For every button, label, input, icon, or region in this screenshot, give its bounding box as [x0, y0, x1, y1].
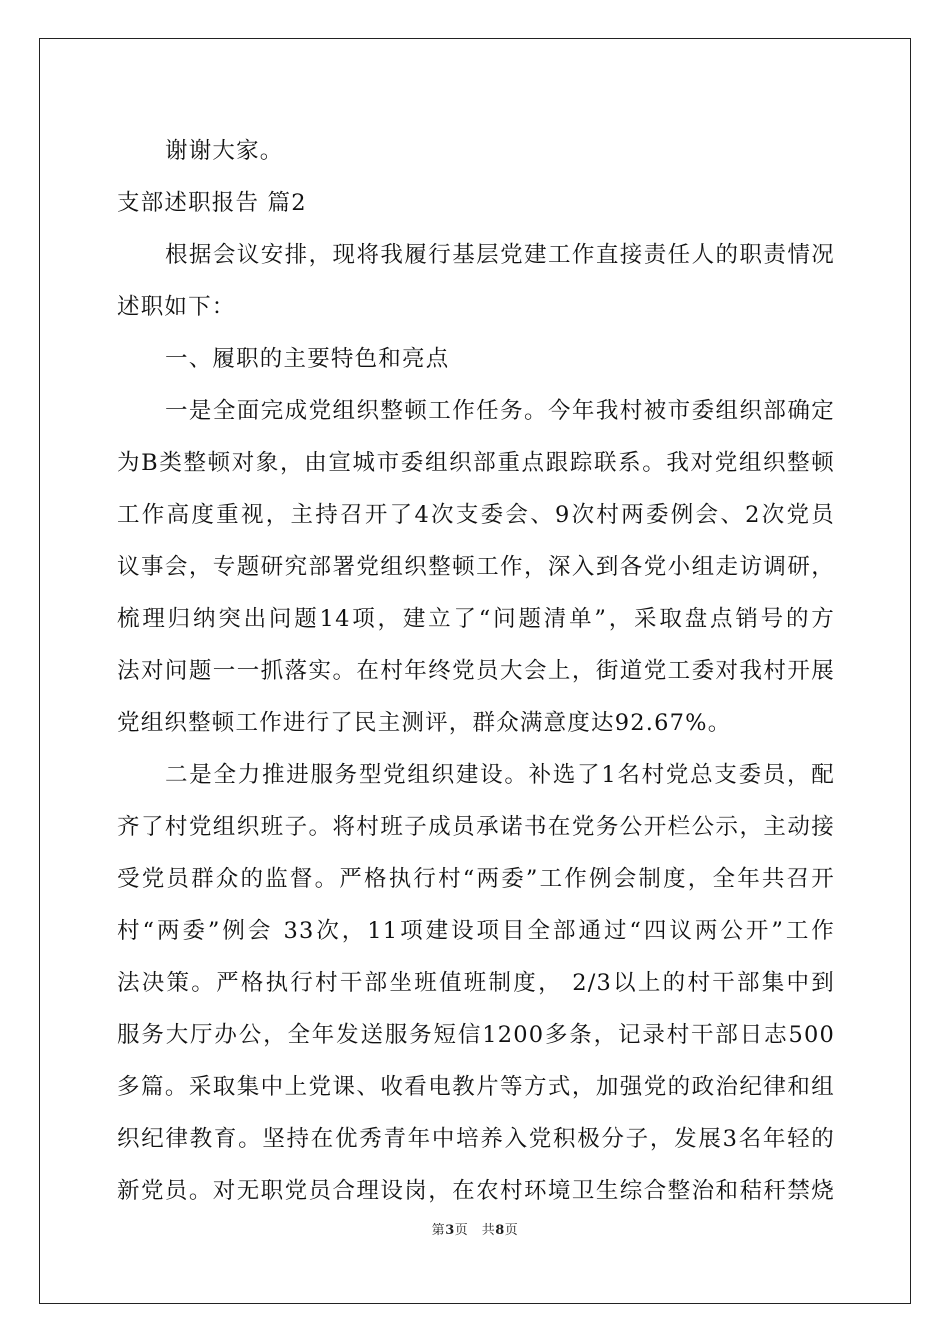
paragraph-line: 根据会议安排，现将我履行基层党建工作直接责任人的职责情况 [165, 242, 835, 268]
paragraph-line: 一是全面完成党组织整顿工作任务。今年我村被市委组织部确定 [165, 398, 835, 424]
page-footer [0, 1219, 950, 1238]
paragraph-line: 法对问题一一抓落实。在村年终党员大会上，街道党工委对我村开展 [117, 658, 835, 684]
document-body [117, 125, 835, 1217]
paragraph-line: 述职如下： [117, 294, 236, 320]
paragraph-line: 织纪律教育。坚持在优秀青年中培养入党积极分子，发展3名年轻的 [117, 1126, 835, 1152]
closing-line: 谢谢大家。 [165, 138, 284, 164]
current-page-number: 3 [445, 1223, 455, 1238]
section-heading: 支部述职报告 篇2 [117, 190, 307, 216]
paragraph-line: 法决策。严格执行村干部坐班值班制度， 2/3以上的村干部集中到 [117, 970, 835, 996]
paragraph-line: 工作高度重视，主持召开了4次支委会、9次村两委例会、2次党员 [117, 502, 835, 528]
paragraph-line: 服务大厅办公，全年发送服务短信1200多条，记录村干部日志500 [117, 1022, 835, 1048]
paragraph-line: 多篇。采取集中上党课、收看电教片等方式，加强党的政治纪律和组 [117, 1074, 835, 1100]
footer-mid: 页 共 [454, 1223, 496, 1238]
total-page-number: 8 [495, 1223, 505, 1238]
paragraph-line: 为B类整顿对象，由宣城市委组织部重点跟踪联系。我对党组织整顿 [117, 450, 835, 476]
paragraph-line: 二是全力推进服务型党组织建设。补选了1名村党总支委员，配 [165, 762, 835, 788]
paragraph-line: 村“两委”例会 33次，11项建设项目全部通过“四议两公开”工作 [117, 918, 835, 944]
subheading: 一、履职的主要特色和亮点 [165, 346, 450, 372]
paragraph-line: 新党员。对无职党员合理设岗，在农村环境卫生综合整治和秸秆禁烧 [117, 1178, 835, 1204]
paragraph-line: 议事会，专题研究部署党组织整顿工作，深入到各党小组走访调研， [117, 554, 835, 580]
paragraph-line: 齐了村党组织班子。将村班子成员承诺书在党务公开栏公示，主动接 [117, 814, 835, 840]
footer-suffix: 页 [504, 1223, 519, 1238]
footer-prefix: 第 [431, 1223, 446, 1238]
paragraph-line: 党组织整顿工作进行了民主测评，群众满意度达92.67%。 [117, 710, 732, 736]
paragraph-line: 受党员群众的监督。严格执行村“两委”工作例会制度，全年共召开 [117, 866, 835, 892]
paragraph-line: 梳理归纳突出问题14项，建立了“问题清单”，采取盘点销号的方 [117, 606, 835, 632]
